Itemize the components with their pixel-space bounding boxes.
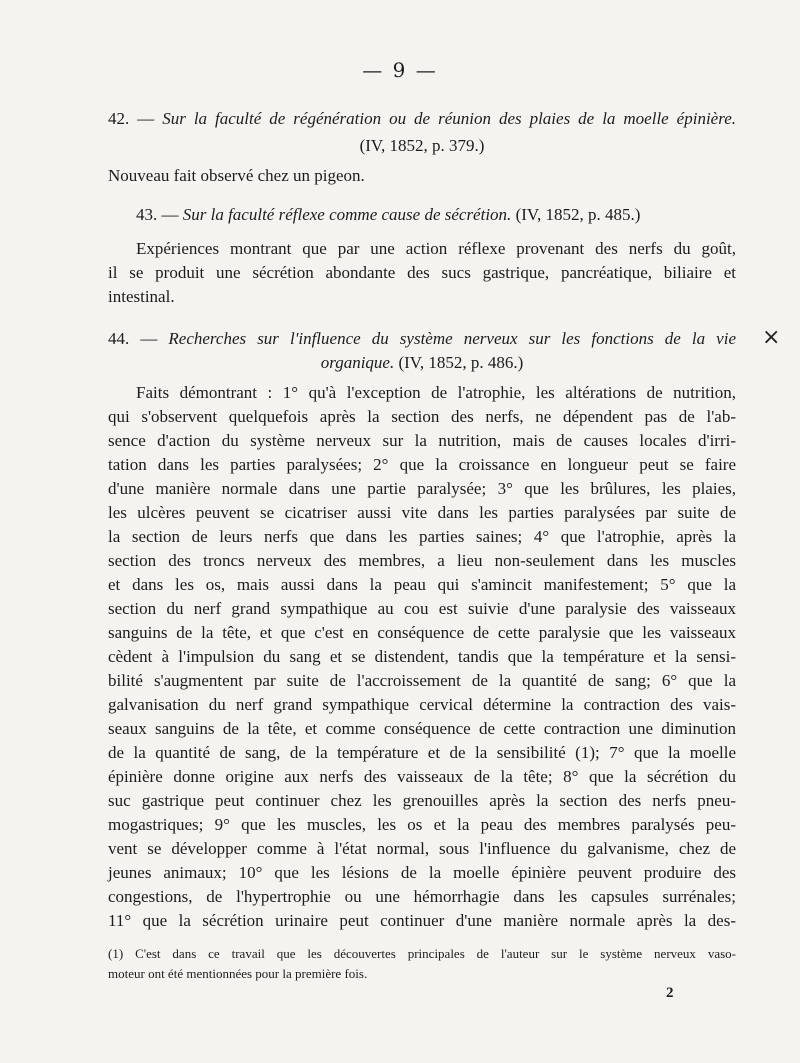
entry-43: [108, 203, 736, 309]
entry-body-line: la section de leurs nerfs que dans les parties saines; 4° que l'atrophie, après la: [108, 527, 736, 546]
entry-reference: (IV, 1852, p. 379.): [359, 136, 485, 155]
footnote-line: (1) C'est dans ce travail que les découvertes principales de l'auteur sur le système nerveux vaso-: [108, 946, 736, 961]
entry-body-line: vent se développer comme à l'état normal, sous l'influence du galvanisme, chez de: [108, 839, 736, 858]
entry-body-line: 11° que la sécrétion urinaire peut continuer d'une manière normale après la des-: [108, 911, 736, 930]
entry-body-line: cèdent à l'impulsion du sang et se distendent, tandis que la température et la sensi-: [108, 647, 736, 666]
signature-mark: 2: [666, 985, 674, 1001]
entry-body-line: qui s'observent quelquefois après la section des nerfs, ne dépendent pas de l'ab-: [108, 407, 736, 426]
page-number: — 9 —: [362, 58, 438, 82]
entry-title: organique.: [320, 353, 395, 372]
entry-heading: [108, 203, 736, 227]
entry-body-line: et dans les os, mais aussi dans la peau qui s'amincit manifestement; 5° que la: [108, 575, 736, 594]
entry-body-line: section des troncs nerveux des membres, a lieu non-seulement dans les muscles: [108, 551, 736, 570]
footnote-line: moteur ont été mentionnées pour la première fois.: [108, 966, 368, 981]
entry-body-line: mogastriques; 9° que les muscles, les os et la peau des membres paralysés peu-: [108, 815, 736, 834]
entry-heading: [108, 107, 736, 131]
entry-body-line: Faits démontrant : 1° qu'à l'exception de l'atrophie, les altérations de nutrition,: [136, 383, 736, 402]
entry-title: Sur la faculté réflexe comme cause de sécrétion.: [182, 205, 512, 224]
entry-number: 44. —: [108, 329, 169, 348]
entry-body-line: de la quantité de sang, de la température et de la sensibilité (1); 7° que la moelle: [108, 743, 736, 762]
margin-mark: ×: [762, 325, 781, 350]
entry-body-line: galvanisation du nerf grand sympathique cervical détermine la contraction des vais-: [108, 695, 736, 714]
footnote: [108, 944, 736, 984]
entry-body-line: épinière donne origine aux nerfs des vaisseaux de la tête; 8° que la sécrétion du: [108, 767, 736, 786]
entry-title: Sur la faculté de régénération ou de réunion des plaies de la moelle épinière.: [162, 109, 737, 128]
entry-body-line: suc gastrique peut continuer chez les grenouilles après la section des nerfs pneu-: [108, 791, 736, 810]
entry-body-line: Nouveau fait observé chez un pigeon.: [108, 166, 365, 185]
entry-44: [108, 327, 736, 933]
entry-body-line: les ulcères peuvent se cicatriser aussi vite dans les parties paralysées par suite de: [108, 503, 736, 522]
entry-reference: (IV, 1852, p. 486.): [394, 353, 524, 372]
entry-title: Recherches sur l'influence du système nerveux sur les fonctions de la vie: [168, 329, 737, 348]
entry-42: [108, 107, 736, 188]
entry-body: [108, 381, 736, 933]
entry-number: 43. —: [136, 205, 183, 224]
entry-body-line: il se produit une sécrétion abondante des sucs gastrique, pancréatique, biliaire et: [108, 263, 736, 282]
entry-body-line: section du nerf grand sympathique au cou est suivie d'une paralysie des vaisseaux: [108, 599, 736, 618]
entry-body-line: sanguins de la tête, et que c'est en conséquence de cette paralysie que les vaisseaux: [108, 623, 736, 642]
entry-body-line: congestions, de l'hypertrophie ou une hémorrhagie dans les capsules surrénales;: [108, 887, 736, 906]
entry-body-line: bilité s'augmentent par suite de l'accroissement de la quantité de sang; 6° que la: [108, 671, 736, 690]
entry-heading-continued: [108, 351, 736, 375]
entry-body-line: tation dans les parties paralysées; 2° que la croissance en longueur peut se faire: [108, 455, 736, 474]
entry-body-line: d'une manière normale dans une partie paralysée; 3° que les brûlures, les plaies,: [108, 479, 736, 498]
entry-reference: (IV, 1852, p. 485.): [511, 205, 641, 224]
entry-body-line: Expériences montrant que par une action réflexe provenant des nerfs du goût,: [136, 239, 736, 258]
entry-body-line: sence d'action du système nerveux sur la nutrition, mais de causes locales d'irri-: [108, 431, 736, 450]
entry-body-line: jeunes animaux; 10° que les lésions de la moelle épinière peuvent produire des: [108, 863, 736, 882]
entry-number: 42. —: [108, 109, 163, 128]
entry-heading: [108, 327, 736, 351]
entry-body-line: intestinal.: [108, 287, 175, 306]
entry-body-line: seaux sanguins de la tête, et comme conséquence de cette contraction une diminution: [108, 719, 736, 738]
